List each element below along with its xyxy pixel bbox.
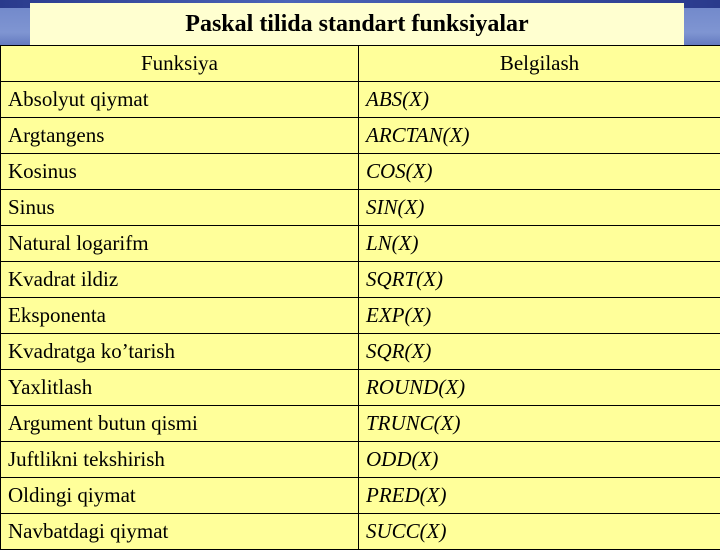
table-row [1, 478, 720, 514]
function-name-cell: Kvadrat ildiz [1, 262, 359, 298]
function-name-cell: Absolyut qiymat [1, 82, 359, 118]
table-row [1, 406, 720, 442]
header-notation: Belgilash [359, 46, 720, 82]
function-name-cell: Oldingi qiymat [1, 478, 359, 514]
function-name-cell: Juftlikni tekshirish [1, 442, 359, 478]
function-notation-cell: ABS(X) [359, 82, 720, 118]
function-name-cell: Navbatdagi qiymat [1, 514, 359, 550]
function-notation-cell: ROUND(X) [359, 370, 720, 406]
function-notation-cell: SIN(X) [359, 190, 720, 226]
function-notation-cell: TRUNC(X) [359, 406, 720, 442]
function-name-cell: Kosinus [1, 154, 359, 190]
table-row [1, 370, 720, 406]
header-function: Funksiya [1, 46, 359, 82]
table-row [1, 514, 720, 550]
title-box [30, 3, 684, 46]
functions-table [0, 45, 720, 550]
table-row [1, 82, 720, 118]
function-notation-cell: SQRT(X) [359, 262, 720, 298]
function-notation-cell: ODD(X) [359, 442, 720, 478]
table-row [1, 118, 720, 154]
function-name-cell: Argtangens [1, 118, 359, 154]
function-notation-cell: COS(X) [359, 154, 720, 190]
table-row [1, 442, 720, 478]
table-row [1, 262, 720, 298]
function-notation-cell: EXP(X) [359, 298, 720, 334]
function-name-cell: Kvadratga ko’tarish [1, 334, 359, 370]
table-row [1, 190, 720, 226]
table-row [1, 226, 720, 262]
function-notation-cell: SUCC(X) [359, 514, 720, 550]
function-name-cell: Sinus [1, 190, 359, 226]
table-row [1, 334, 720, 370]
function-notation-cell: PRED(X) [359, 478, 720, 514]
function-notation-cell: LN(X) [359, 226, 720, 262]
page-title: Paskal tilida standart funksiyalar [185, 11, 528, 38]
table-header-row [1, 46, 720, 82]
function-name-cell: Natural logarifm [1, 226, 359, 262]
table-row [1, 154, 720, 190]
function-name-cell: Yaxlitlash [1, 370, 359, 406]
function-notation-cell: ARCTAN(X) [359, 118, 720, 154]
function-notation-cell: SQR(X) [359, 334, 720, 370]
table-row [1, 298, 720, 334]
function-name-cell: Eksponenta [1, 298, 359, 334]
function-name-cell: Argument butun qismi [1, 406, 359, 442]
